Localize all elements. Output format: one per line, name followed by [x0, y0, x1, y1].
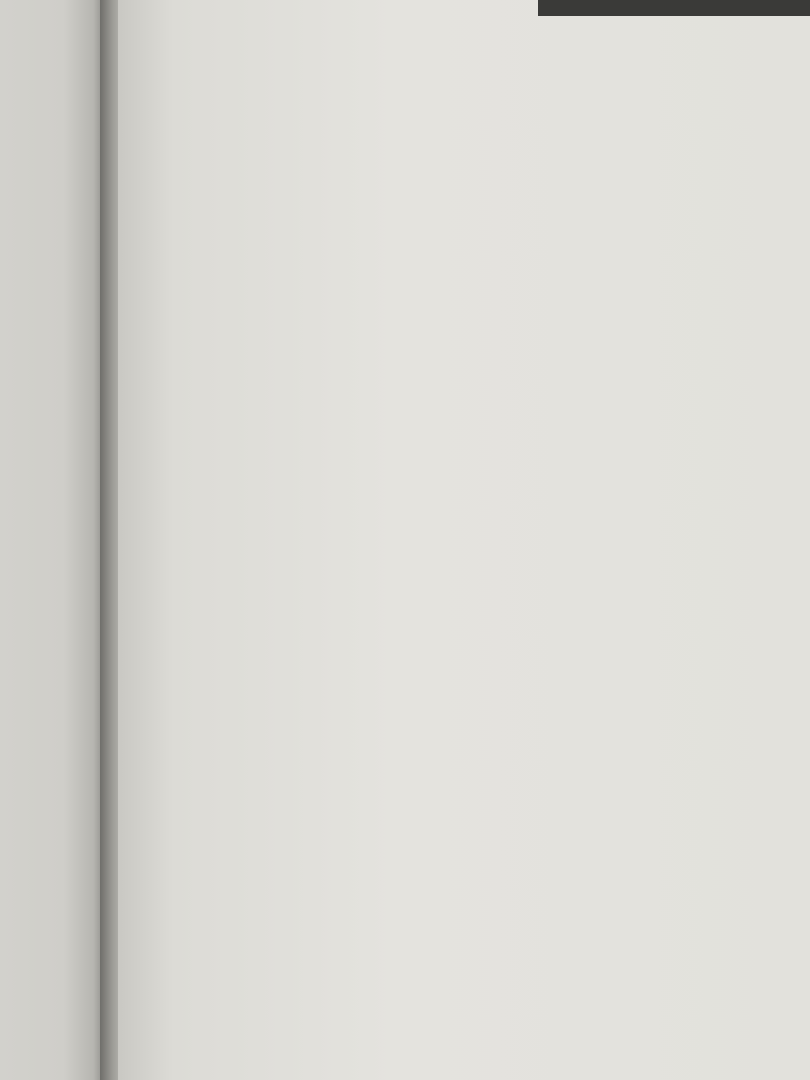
- left-page: [0, 0, 106, 1080]
- running-head: [538, 0, 810, 16]
- right-page: [118, 0, 810, 1080]
